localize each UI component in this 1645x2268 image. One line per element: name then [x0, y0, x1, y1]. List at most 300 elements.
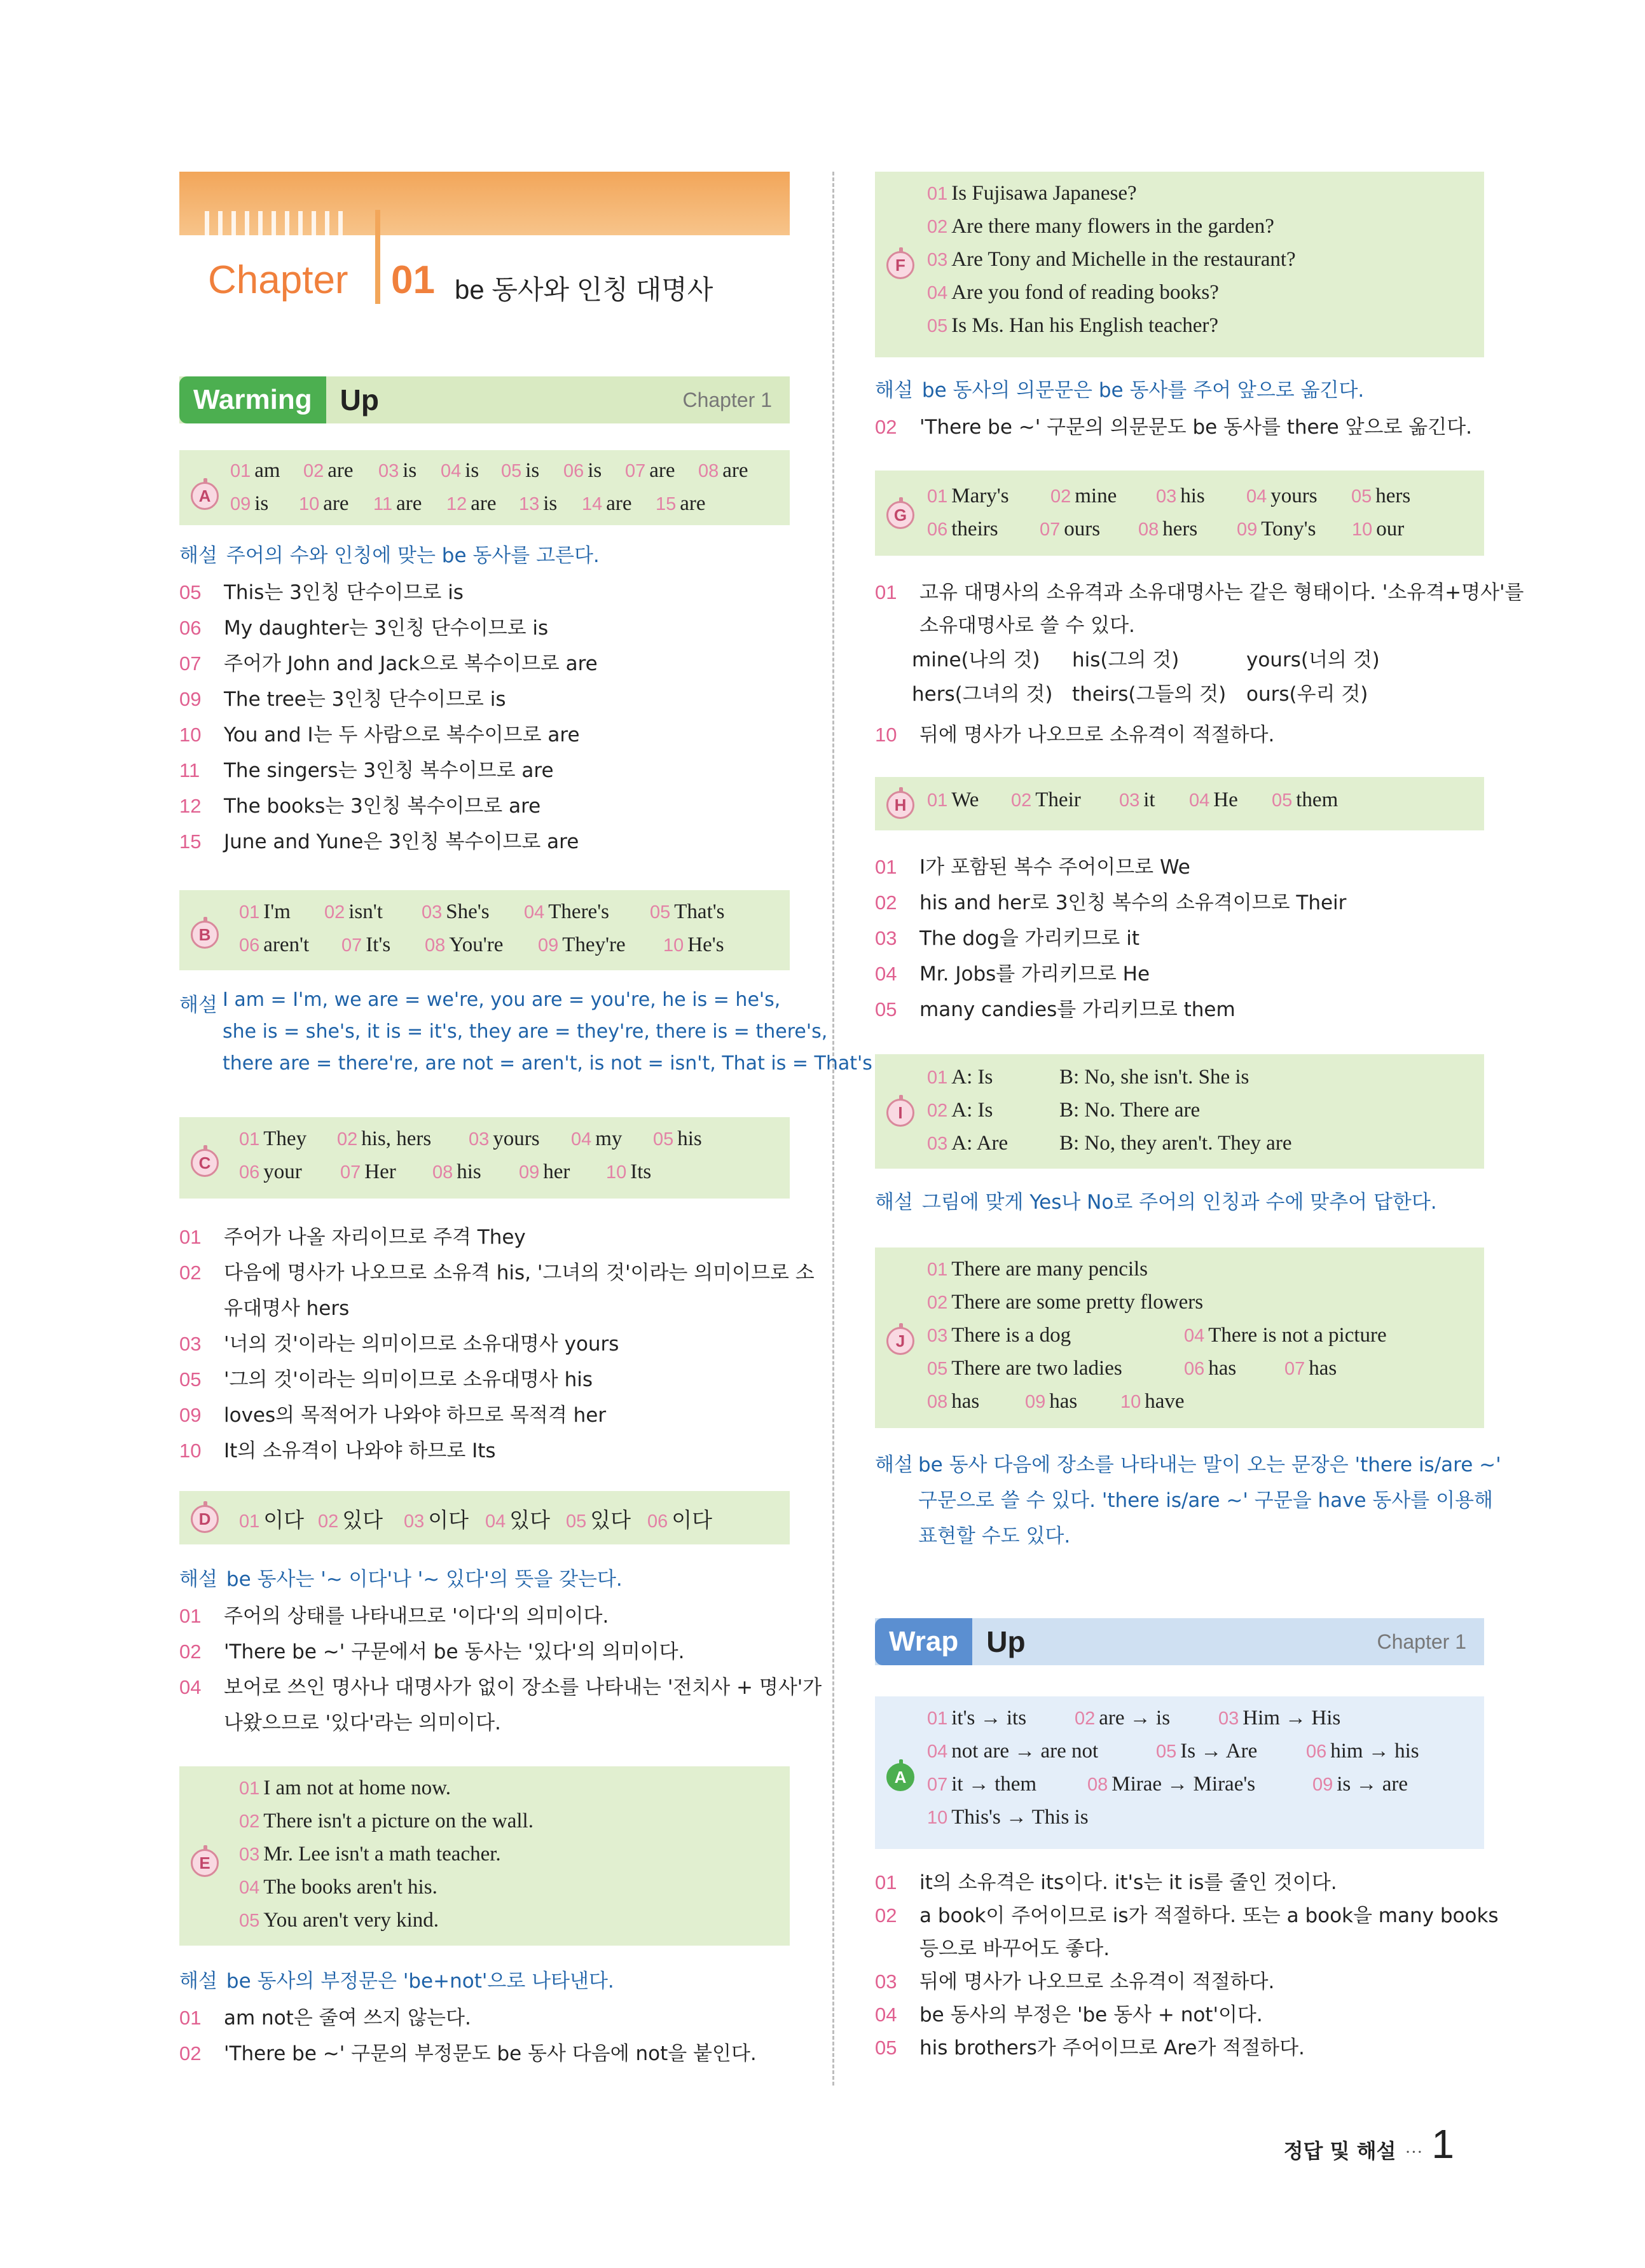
answer-item: [1056, 1066, 1249, 1089]
answer-box-j: [875, 1247, 1484, 1428]
answer-item: [1156, 1740, 1257, 1763]
explanation-item: [179, 1635, 684, 1664]
explanation-text: I가 포함된 복수 주어이므로 We: [919, 856, 1190, 879]
answer-item: [1237, 518, 1316, 541]
explanation-item: [875, 411, 1472, 439]
explanation-number: 02: [875, 416, 897, 438]
answer-text: B: No, they aren't. They are: [1059, 1132, 1292, 1155]
explanation-number: 04: [179, 1676, 202, 1698]
explanation-label: 해설: [875, 1454, 913, 1476]
pronoun-table-cell: yours(너의 것): [1246, 649, 1380, 671]
explanation-item: [179, 683, 506, 711]
explanation-line: she is = she's, it is = it's, they are = they're, there is = there's,: [223, 1021, 828, 1043]
answer-text: There are two ladies: [951, 1357, 1122, 1380]
explanation-heading: [875, 1186, 1437, 1214]
answer-number: 03: [239, 1845, 260, 1865]
warming-chapter-label: Chapter 1: [682, 388, 772, 411]
answer-number: 03: [1156, 486, 1177, 507]
answer-item: [927, 485, 1009, 508]
answer-text: are: [471, 492, 497, 515]
answer-item: [1272, 788, 1338, 812]
column-divider: [832, 172, 834, 2086]
answer-number: 09: [1312, 1775, 1333, 1795]
answer-item: [239, 1876, 437, 1899]
answer-item: [501, 459, 539, 483]
answer-item: [625, 459, 675, 483]
warming-up-header: [179, 376, 790, 423]
answer-number: 02: [927, 1101, 948, 1121]
answer-item: [1087, 1773, 1255, 1796]
answer-letter-icon: F: [886, 251, 914, 279]
explanation-text: 등으로 바꾸어도 좋다.: [919, 1937, 1110, 1960]
answer-item: [1056, 1099, 1200, 1122]
answer-item: [698, 459, 748, 483]
answer-item: [927, 1773, 1036, 1796]
answer-number: 02: [927, 1293, 948, 1313]
answer-item: [446, 492, 497, 516]
answer-box-c: [179, 1117, 790, 1199]
explanation-text: 'There be ~' 구문의 의문문도 be 동사를 there 앞으로 옮긴다.: [919, 416, 1472, 439]
explanation-item: [179, 2002, 471, 2030]
explanation-number: 01: [179, 2007, 202, 2029]
answer-item: [927, 1806, 1089, 1829]
footer-label: 정답 및 해설: [1283, 2139, 1396, 2163]
explanation-line: I am = I'm, we are = we're, you are = you're, he is = he's,: [223, 989, 781, 1011]
answer-item: [582, 492, 632, 516]
answer-number: 04: [927, 283, 948, 303]
warming-tag: Warming: [179, 376, 326, 423]
explanation-number: 09: [179, 688, 202, 710]
answer-number: 03: [422, 902, 443, 923]
answer-number: 07: [1040, 519, 1061, 540]
answer-number: 01: [927, 184, 948, 204]
answer-item: [1246, 485, 1318, 508]
answer-text: his: [457, 1160, 481, 1183]
answer-number: 05: [650, 902, 671, 923]
explanation-text: 소유대명사로 쓸 수 있다.: [919, 614, 1135, 637]
answer-item: [656, 492, 706, 516]
explanation-item: [179, 790, 540, 818]
answer-text: There's: [548, 900, 609, 923]
answer-item: [432, 1160, 481, 1184]
answer-text: She's: [446, 900, 490, 923]
explanation-text: his and her로 3인칭 복수의 소유격이므로 Their: [919, 891, 1347, 914]
answer-number: 09: [1237, 519, 1258, 540]
answer-number: 06: [647, 1511, 668, 1532]
explanation-number: 01: [875, 856, 897, 878]
explanation-number: 10: [875, 724, 897, 746]
answer-number: 10: [606, 1162, 627, 1183]
explanation-line: 구문으로 쓸 수 있다. 'there is/are ~' 구문을 have 동사를 이용해: [918, 1489, 1493, 1512]
answer-text: Him → His: [1242, 1707, 1341, 1729]
chapter-word: Chapter: [208, 258, 348, 302]
answer-item: [927, 1740, 1098, 1763]
answer-text: He's: [687, 933, 724, 956]
explanation-item: [179, 2037, 757, 2066]
answer-text: are → is: [1099, 1707, 1171, 1729]
answer-number: 06: [1184, 1359, 1205, 1379]
answer-item: [1218, 1707, 1340, 1730]
answer-number: 01: [239, 902, 260, 923]
page-footer: [1284, 2120, 1454, 2168]
pronoun-table-cell: theirs(그들의 것): [1072, 683, 1227, 706]
explanation-number: 12: [179, 795, 202, 817]
answer-number: 06: [1306, 1742, 1327, 1762]
answer-item: [927, 1291, 1203, 1314]
answer-number: 05: [927, 316, 948, 336]
answer-item: [1025, 1390, 1077, 1413]
answer-text: yours: [493, 1127, 540, 1150]
explanation-summary: be 동사는 '~ 이다'나 '~ 있다'의 뜻을 갖는다.: [226, 1568, 623, 1591]
explanation-line: be 동사 다음에 장소를 나타내는 말이 오는 문장은 'there is/are ~': [918, 1454, 1501, 1476]
answer-item: [239, 1777, 451, 1800]
explanation-heading: [179, 1563, 623, 1591]
answer-number: 04: [441, 461, 462, 481]
explanation-number: 01: [179, 1605, 202, 1627]
answer-text: There is not a picture: [1208, 1324, 1387, 1347]
answer-text: B: No, she isn't. She is: [1059, 1066, 1249, 1089]
answer-item: [230, 492, 268, 516]
explanation-line: there are = there're, are not = aren't, is not = isn't, That is = That's: [223, 1052, 872, 1075]
answer-text: 이다: [428, 1509, 469, 1532]
answer-number: 01: [230, 461, 251, 481]
explanation-number: 03: [875, 927, 897, 949]
answer-number: 04: [485, 1511, 506, 1532]
answer-text: is: [403, 459, 417, 482]
answer-item: [341, 933, 390, 957]
explanation-number: 01: [875, 1871, 897, 1893]
answer-number: 02: [1050, 486, 1071, 507]
answer-text: are: [396, 492, 422, 515]
explanation-item: [875, 1965, 1274, 1994]
answer-text: mine: [1075, 485, 1117, 507]
answer-text: isn't: [348, 900, 383, 923]
answer-text: I am not at home now.: [263, 1777, 451, 1799]
answer-item: [485, 1504, 550, 1534]
answer-number: 07: [1284, 1359, 1305, 1379]
answer-number: 02: [318, 1511, 339, 1532]
answer-number: 09: [538, 935, 559, 956]
explanation-text: 나왔으므로 '있다'라는 의미이다.: [224, 1712, 501, 1735]
answer-number: 05: [1156, 1742, 1177, 1762]
explanation-line: 표현할 수도 있다.: [918, 1525, 1071, 1548]
answer-box-g: [875, 471, 1484, 556]
answer-text: hers: [1375, 485, 1411, 507]
answer-text: You're: [449, 933, 504, 956]
explanation-text: 다음에 명사가 나오므로 소유격 his, '그녀의 것'이라는 의미이므로 소: [224, 1261, 815, 1284]
answer-text: has: [1049, 1390, 1078, 1413]
explanation-text: The tree는 3인칭 단수이므로 is: [224, 688, 506, 711]
explanation-text: '너의 것'이라는 의미이므로 소유대명사 yours: [224, 1333, 619, 1356]
explanation-summary: be 동사의 의문문은 be 동사를 주어 앞으로 옮긴다.: [921, 379, 1365, 402]
answer-text: it: [1143, 788, 1155, 811]
answer-item: [1050, 485, 1117, 508]
answer-text: There are many pencils: [951, 1258, 1148, 1281]
answer-item: [239, 1843, 501, 1866]
explanation-item: [875, 576, 1524, 605]
answer-number: 03: [927, 1326, 948, 1346]
answer-item: [927, 314, 1218, 338]
explanation-number: 03: [875, 1970, 897, 1993]
answer-text: his, hers: [361, 1127, 432, 1150]
explanation-label: 해설: [179, 1970, 217, 1993]
answer-text: Tony's: [1261, 518, 1316, 540]
answer-box-wa: [875, 1696, 1484, 1849]
answer-item: [1040, 518, 1100, 541]
chapter-divider: [375, 210, 380, 304]
answer-item: [441, 459, 479, 483]
explanation-text: his brothers가 주어이므로 Are가 적절하다.: [919, 2037, 1305, 2059]
answer-item: [650, 900, 725, 924]
answer-item: [1184, 1357, 1236, 1380]
answer-number: 08: [425, 935, 446, 956]
answer-item: [1156, 485, 1205, 508]
chapter-number: 01: [391, 258, 435, 302]
answer-item: [1120, 1390, 1185, 1413]
answer-number: 07: [927, 1775, 948, 1795]
answer-letter-icon: A: [886, 1763, 914, 1791]
answer-text: A: Is: [951, 1099, 993, 1122]
answer-number: 02: [927, 217, 948, 237]
answer-item: [303, 459, 354, 483]
answer-text: There isn't a picture on the wall.: [263, 1810, 533, 1832]
explanation-item: [179, 1600, 609, 1628]
explanation-number: 02: [875, 1904, 897, 1927]
answer-text: has: [1208, 1357, 1237, 1380]
answer-number: 11: [373, 494, 393, 514]
answer-number: 08: [698, 461, 719, 481]
explanation-text: This는 3인칭 단수이므로 is: [224, 581, 464, 604]
explanation-item: [179, 1434, 496, 1463]
answer-letter-icon: E: [191, 1849, 219, 1877]
explanation-heading: [179, 539, 600, 568]
answer-text: her: [543, 1160, 570, 1183]
explanation-label: 해설: [875, 379, 913, 402]
answer-text: him → his: [1330, 1740, 1419, 1763]
answer-number: 08: [1087, 1775, 1108, 1795]
answer-item: [373, 492, 422, 516]
answer-item: [324, 900, 383, 924]
explanation-text: 고유 대명사의 소유격과 소유대명사는 같은 형태이다. '소유격+명사'를: [919, 581, 1524, 604]
chapter-title: be 동사와 인칭 대명사: [455, 275, 713, 305]
answer-number: 01: [927, 486, 948, 507]
answer-number: 04: [1246, 486, 1267, 507]
answer-number: 05: [927, 1359, 948, 1379]
answer-item: [927, 1258, 1148, 1281]
answer-text: are: [722, 459, 748, 482]
explanation-item: [875, 851, 1190, 879]
answer-text: his: [1180, 485, 1205, 507]
answer-number: 06: [927, 519, 948, 540]
explanation-item: [875, 1899, 1499, 1928]
explanation-text: 'There be ~' 구문의 부정문도 be 동사 다음에 not을 붙인다.: [224, 2042, 757, 2065]
answer-item: [1284, 1357, 1337, 1380]
answer-text: his: [677, 1127, 702, 1150]
answer-text: aren't: [263, 933, 310, 956]
explanation-item: [875, 1932, 1110, 1961]
pronoun-table-cell: mine(나의 것): [912, 649, 1040, 671]
explanation-item: [875, 958, 1150, 986]
explanation-item: [179, 825, 579, 854]
answer-number: 03: [404, 1511, 425, 1532]
answer-text: not are → are not: [951, 1740, 1099, 1763]
answer-text: 이다: [671, 1509, 713, 1532]
answer-item: [318, 1504, 383, 1534]
answer-text: is: [588, 459, 602, 482]
explanation-item: [875, 1866, 1337, 1895]
answer-item: [1056, 1132, 1291, 1155]
explanation-label: 해설: [179, 544, 217, 567]
answer-text: Mary's: [951, 485, 1009, 507]
answer-number: 10: [299, 494, 320, 514]
answer-number: 09: [1025, 1392, 1046, 1412]
answer-box-d: [179, 1491, 790, 1544]
answer-text: 이다: [263, 1509, 305, 1532]
answer-text: 있다: [342, 1509, 383, 1532]
answer-text: has: [951, 1390, 980, 1413]
explanation-item: [179, 1256, 815, 1285]
answer-item: [1184, 1324, 1387, 1347]
answer-number: 05: [501, 461, 522, 481]
answer-item: [469, 1127, 540, 1151]
answer-text: are: [323, 492, 349, 515]
answer-item: [927, 1132, 1008, 1155]
explanation-number: 01: [179, 1226, 202, 1248]
answer-text: He: [1213, 788, 1238, 811]
answer-number: 01: [239, 1129, 260, 1150]
answer-number: 01: [927, 1068, 948, 1088]
answer-item: [239, 1909, 439, 1932]
answer-text: are: [680, 492, 706, 515]
answer-item: [927, 788, 979, 812]
answer-text: Are you fond of reading books?: [951, 281, 1219, 304]
answer-text: Is Ms. Han his English teacher?: [951, 314, 1219, 337]
answer-item: [927, 1390, 979, 1413]
answer-text: my: [595, 1127, 623, 1150]
answer-text: Are there many flowers in the garden?: [951, 215, 1274, 238]
explanation-heading: [875, 374, 1364, 402]
explanation-number: 07: [179, 652, 202, 675]
explanation-item: [179, 1671, 822, 1700]
answer-number: 02: [337, 1129, 358, 1150]
answer-text: is: [465, 459, 479, 482]
footer-dots: ···: [1405, 2143, 1423, 2162]
wrap-up-header: [875, 1618, 1484, 1665]
answer-number: 12: [446, 494, 467, 514]
explanation-text: June and Yune은 3인칭 복수이므로 are: [224, 830, 579, 853]
warming-word: Up: [340, 383, 379, 416]
pronoun-table-cell: his(그의 것): [1072, 649, 1180, 671]
answer-item: [239, 1810, 533, 1833]
answer-number: 06: [563, 461, 584, 481]
explanation-text: many candies를 가리키므로 them: [919, 998, 1235, 1021]
answer-number: 08: [1138, 519, 1159, 540]
answer-item: [1011, 788, 1081, 812]
answer-number: 07: [341, 935, 362, 956]
explanation-item: [179, 1707, 501, 1735]
answer-number: 02: [1075, 1708, 1096, 1729]
explanation-number: 05: [875, 2037, 897, 2059]
answer-item: [927, 215, 1274, 238]
explanation-item: [179, 612, 548, 640]
answer-box-f: [875, 172, 1484, 357]
answer-item: [663, 933, 724, 957]
answer-text: them: [1296, 788, 1339, 811]
answer-item: [378, 459, 416, 483]
explanation-text: 뒤에 명사가 나오므로 소유격이 적절하다.: [919, 1970, 1275, 1993]
explanation-text: 'There be ~' 구문에서 be 동사는 '있다'의 의미이다.: [224, 1640, 685, 1663]
answer-number: 02: [303, 461, 324, 481]
answer-number: 03: [1218, 1708, 1239, 1729]
answer-text: That's: [674, 900, 725, 923]
answer-text: We: [951, 788, 979, 811]
answer-number: 03: [927, 250, 948, 270]
answer-item: [927, 1066, 993, 1089]
answer-letter-icon: C: [191, 1149, 219, 1177]
answer-item: [337, 1127, 431, 1151]
answer-item: [239, 933, 309, 957]
explanation-text: The singers는 3인칭 복수이므로 are: [224, 759, 554, 782]
answer-text: Their: [1035, 788, 1081, 811]
answer-item: [230, 459, 280, 483]
explanation-summary: 주어의 수와 인칭에 맞는 be 동사를 고른다.: [226, 544, 600, 567]
answer-number: 03: [927, 1134, 948, 1154]
explanation-number: 11: [179, 759, 200, 781]
answer-text: This's → This is: [951, 1806, 1089, 1829]
answer-text: it's → its: [951, 1707, 1027, 1729]
answer-item: [927, 1707, 1026, 1730]
answer-text: Is → Are: [1180, 1740, 1258, 1763]
explanation-heading: [875, 1448, 922, 1477]
answer-item: [239, 1127, 306, 1151]
answer-text: Is Fujisawa Japanese?: [951, 182, 1137, 205]
answer-text: has: [1309, 1357, 1337, 1380]
answer-letter-icon: G: [886, 501, 914, 529]
explanation-item: [179, 1328, 619, 1356]
explanation-text: 주어의 상태를 나타내므로 '이다'의 의미이다.: [224, 1605, 609, 1628]
answer-number: 08: [432, 1162, 453, 1183]
explanation-text: be 동사의 부정은 'be 동사 + not'이다.: [919, 2003, 1263, 2026]
answer-item: [927, 1357, 1122, 1380]
explanation-number: 10: [179, 724, 202, 746]
answer-box-h: [875, 777, 1484, 830]
answer-text: theirs: [951, 518, 998, 540]
explanation-text: 유대명사 hers: [224, 1297, 350, 1320]
wrap-tag: Wrap: [875, 1618, 972, 1665]
answer-item: [239, 1504, 304, 1534]
answer-item: [519, 492, 557, 516]
answer-number: 04: [524, 902, 545, 923]
answer-text: A: Is: [951, 1066, 993, 1089]
answer-text: are: [327, 459, 354, 482]
explanation-number: 09: [179, 1404, 202, 1426]
answer-item: [563, 459, 602, 483]
wrap-word: Up: [986, 1625, 1026, 1658]
answer-text: Its: [630, 1160, 652, 1183]
answer-item: [653, 1127, 702, 1151]
explanation-number: 03: [179, 1333, 202, 1355]
answer-box-i: [875, 1054, 1484, 1169]
explanation-text: '그의 것'이라는 의미이므로 소유대명사 his: [224, 1368, 593, 1391]
answer-item: [1351, 485, 1410, 508]
answer-item: [239, 1160, 302, 1184]
explanation-summary: be 동사의 부정문은 'be+not'으로 나타낸다.: [226, 1970, 614, 1993]
answer-number: 06: [239, 935, 260, 956]
explanation-item: [179, 754, 554, 783]
answer-number: 04: [1184, 1326, 1205, 1346]
explanation-number: 10: [179, 1440, 202, 1462]
explanation-text: My daughter는 3인칭 단수이므로 is: [224, 617, 549, 640]
